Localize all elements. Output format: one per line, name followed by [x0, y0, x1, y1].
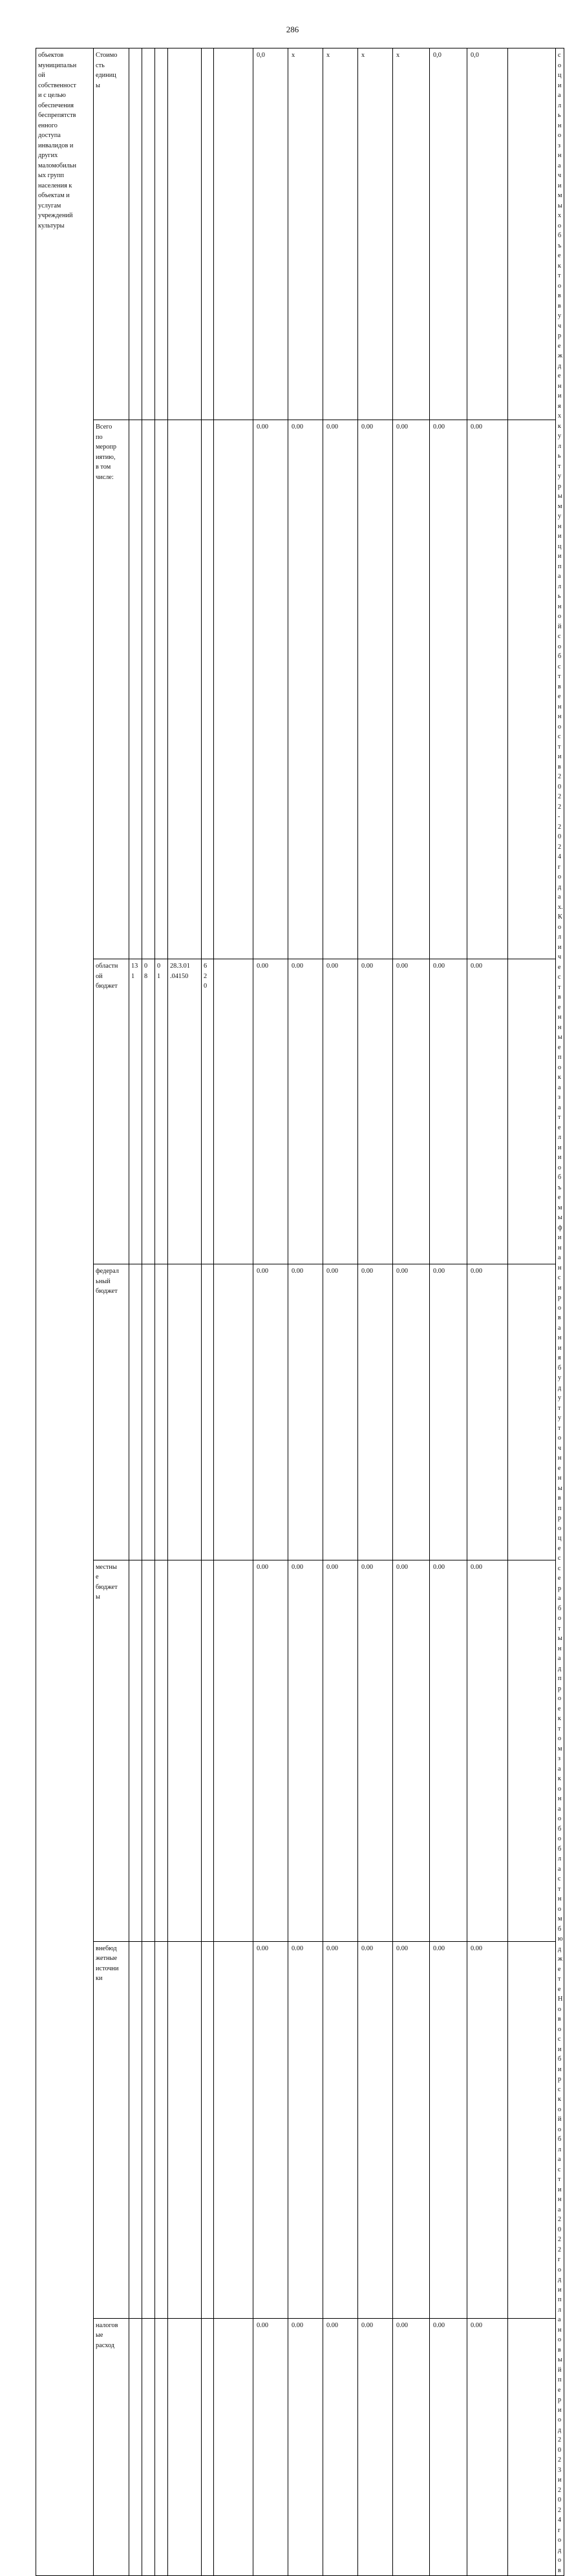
amount-value: х [396, 52, 400, 59]
budget-code-cell [168, 1941, 202, 2318]
source-label: Стоимо сть единиц ы [96, 52, 118, 89]
budget-code: 0 1 [157, 963, 161, 980]
empty-cell [214, 1941, 253, 2318]
empty-cell [214, 1560, 253, 1941]
amount-cell [253, 2318, 288, 2575]
amount-value: 0.00 [257, 1268, 269, 1275]
amount-value: 0.00 [326, 1268, 339, 1275]
amount-cell [358, 1264, 393, 1560]
budget-code-cell [202, 959, 214, 1264]
empty-cell [214, 48, 253, 420]
budget-code-cell [202, 48, 214, 420]
budget-code-cell [155, 1941, 168, 2318]
empty-cell [508, 420, 556, 959]
amount-value: х [361, 52, 365, 59]
empty-cell [508, 2318, 556, 2575]
amount-value: 0.00 [361, 1563, 374, 1571]
source-label: налогов ые расход [96, 2321, 118, 2349]
amount-cell [323, 48, 358, 420]
amount-cell [393, 1941, 430, 2318]
budget-code-cell [155, 48, 168, 420]
amount-cell [288, 420, 323, 959]
amount-value: 0.00 [396, 2321, 409, 2329]
amount-cell [393, 420, 430, 959]
amount-cell [323, 1941, 358, 2318]
amount-cell [467, 2318, 508, 2575]
amount-value: 0.00 [396, 423, 409, 431]
empty-cell [508, 48, 556, 420]
budget-code-cell [142, 1941, 155, 2318]
amount-value: 0.00 [361, 2321, 374, 2329]
amount-value: 0.00 [471, 423, 483, 431]
amount-value: х [292, 52, 295, 59]
amount-cell [288, 959, 323, 1264]
amount-cell [253, 48, 288, 420]
amount-cell [358, 2318, 393, 2575]
amount-value: 0.00 [326, 423, 339, 431]
amount-cell [323, 420, 358, 959]
budget-code-cell [142, 420, 155, 959]
budget-code-cell [168, 48, 202, 420]
amount-cell [467, 48, 508, 420]
amount-cell [323, 2318, 358, 2575]
empty-cell [214, 420, 253, 959]
budget-code-cell [129, 1560, 142, 1941]
amount-value: 0.00 [361, 963, 374, 970]
amount-cell [358, 1941, 393, 2318]
amount-value: 0.00 [257, 423, 269, 431]
amount-value: 0.00 [257, 963, 269, 970]
budget-code-cell [155, 1560, 168, 1941]
budget-code-cell [142, 1560, 155, 1941]
budget-code-cell [168, 959, 202, 1264]
amount-value: 0.00 [292, 1268, 304, 1275]
budget-code-cell [202, 1264, 214, 1560]
measure-name-cell [36, 48, 94, 2576]
table-row [36, 1941, 564, 2318]
table-row [36, 1560, 564, 1941]
amount-cell [393, 48, 430, 420]
amount-cell [430, 2318, 467, 2575]
amount-cell [467, 1264, 508, 1560]
empty-cell [214, 1264, 253, 1560]
source-label-cell [94, 420, 129, 959]
amount-cell [467, 1560, 508, 1941]
source-label: внебюд жетные источни ки [96, 1944, 119, 1983]
budget-code: 6 2 0 [204, 963, 207, 990]
amount-value: 0.00 [292, 2321, 304, 2329]
expected-result-text: социально значимых объектов в учреждения х культуры муниципаль ной собственнос ти в 2022- 2024 годах. Количестве нные показатели и объемы финансиров ания будут уточнены в процессе работы над проектом закона об областном бюджете Новосибирс кой области на 2022 год и плановый период 2023 и 2024 годов [558, 52, 563, 2574]
budget-code-cell [155, 2318, 168, 2575]
amount-value: 0.00 [326, 2321, 339, 2329]
table-row [36, 2318, 564, 2575]
amount-value: 0,0 [433, 52, 441, 59]
amount-value: 0.00 [433, 1944, 445, 1952]
budget-code-cell [129, 959, 142, 1264]
amount-value: 0.00 [433, 963, 445, 970]
source-label: областн ой бюджет [96, 963, 118, 990]
amount-cell [358, 1560, 393, 1941]
amount-value: 0.00 [471, 963, 483, 970]
amount-cell [253, 1264, 288, 1560]
amount-value: 0.00 [433, 1563, 445, 1571]
amount-value: 0.00 [471, 2321, 483, 2329]
amount-value: 0.00 [326, 1944, 339, 1952]
amount-cell [467, 420, 508, 959]
amount-value: 0.00 [292, 1563, 304, 1571]
source-label-cell [94, 959, 129, 1264]
amount-cell [430, 1560, 467, 1941]
amount-cell [253, 1941, 288, 2318]
amount-value: 0.00 [396, 1563, 409, 1571]
budget-code-cell [202, 1560, 214, 1941]
empty-cell [508, 959, 556, 1264]
amount-value: 0.00 [326, 1563, 339, 1571]
amount-cell [323, 959, 358, 1264]
amount-cell [358, 48, 393, 420]
budget-code-cell [168, 1560, 202, 1941]
budget-code-cell [155, 420, 168, 959]
amount-cell [393, 1560, 430, 1941]
table-row [36, 48, 564, 420]
amount-value: 0.00 [471, 1268, 483, 1275]
amount-value: 0.00 [361, 1944, 374, 1952]
budget-code: 0 8 [144, 963, 148, 980]
table-row [36, 959, 564, 1264]
budget-code-cell [129, 1264, 142, 1560]
amount-cell [253, 1560, 288, 1941]
amount-value: 0,0 [471, 52, 479, 59]
amount-value: 0.00 [292, 1944, 304, 1952]
budget-code-cell [168, 2318, 202, 2575]
amount-cell [393, 2318, 430, 2575]
amount-value: 0.00 [257, 1563, 269, 1571]
expected-result-cell [556, 48, 564, 2576]
budget-code: 13 1 [131, 963, 138, 980]
amount-cell [288, 1264, 323, 1560]
budget-code-cell [168, 420, 202, 959]
amount-value: 0.00 [433, 423, 445, 431]
amount-cell [288, 48, 323, 420]
amount-cell [430, 48, 467, 420]
budget-code-cell [129, 2318, 142, 2575]
amount-cell [430, 1941, 467, 2318]
budget-code-cell [155, 959, 168, 1264]
amount-cell [288, 2318, 323, 2575]
budget-code-cell [129, 420, 142, 959]
budget-code-cell [142, 1264, 155, 1560]
budget-code-cell [155, 1264, 168, 1560]
amount-cell [393, 1264, 430, 1560]
amount-value: 0.00 [471, 1563, 483, 1571]
amount-cell [253, 420, 288, 959]
budget-code: 28.3.01 .04150 [170, 963, 190, 980]
amount-value: х [326, 52, 330, 59]
amount-value: 0.00 [257, 1944, 269, 1952]
amount-value: 0.00 [361, 423, 374, 431]
amount-value: 0.00 [292, 963, 304, 970]
empty-cell [214, 2318, 253, 2575]
budget-code-cell [142, 959, 155, 1264]
amount-value: 0.00 [433, 2321, 445, 2329]
empty-cell [508, 1264, 556, 1560]
amount-value: 0,0 [257, 52, 265, 59]
budget-code-cell [142, 48, 155, 420]
budget-code-cell [129, 1941, 142, 2318]
amount-value: 0.00 [396, 1944, 409, 1952]
source-label: Всего по меропр иятию, в том числе: [96, 423, 117, 481]
amount-cell [358, 420, 393, 959]
source-label-cell [94, 1264, 129, 1560]
amount-value: 0.00 [326, 963, 339, 970]
budget-code-cell [142, 2318, 155, 2575]
amount-cell [393, 959, 430, 1264]
source-label-cell [94, 1941, 129, 2318]
source-label: местны е бюджет ы [96, 1563, 118, 1601]
amount-value: 0.00 [396, 1268, 409, 1275]
source-label: федерал ьный бюджет [96, 1268, 119, 1295]
amount-cell [323, 1560, 358, 1941]
amount-value: 0.00 [292, 423, 304, 431]
source-label-cell [94, 1560, 129, 1941]
amount-cell [358, 959, 393, 1264]
empty-cell [508, 1560, 556, 1941]
amount-cell [288, 1560, 323, 1941]
amount-cell [430, 1264, 467, 1560]
page-number: 286 [286, 25, 299, 34]
budget-code-cell [202, 1941, 214, 2318]
table-row [36, 1264, 564, 1560]
amount-cell [430, 420, 467, 959]
empty-cell [508, 1941, 556, 2318]
budget-code-cell [202, 2318, 214, 2575]
amount-value: 0.00 [433, 1268, 445, 1275]
amount-value: 0.00 [361, 1268, 374, 1275]
empty-cell [214, 959, 253, 1264]
budget-code-cell [202, 420, 214, 959]
table-row [36, 420, 564, 959]
amount-cell [253, 959, 288, 1264]
budget-code-cell [168, 1264, 202, 1560]
amount-cell [323, 1264, 358, 1560]
amount-value: 0.00 [396, 963, 409, 970]
amount-cell [288, 1941, 323, 2318]
budget-table [36, 48, 564, 2576]
amount-cell [467, 1941, 508, 2318]
budget-code-cell [129, 48, 142, 420]
amount-value: 0.00 [471, 1944, 483, 1952]
amount-cell [467, 959, 508, 1264]
measure-name-text: объектов муниципальн ой собственност и с целью обеспечения беспрепятств енного доступа инвалидов и других маломобильн ых групп населения к объектам и услугам учреждений культуры [38, 52, 77, 229]
source-label-cell [94, 2318, 129, 2575]
source-label-cell [94, 48, 129, 420]
amount-value: 0.00 [257, 2321, 269, 2329]
amount-cell [430, 959, 467, 1264]
